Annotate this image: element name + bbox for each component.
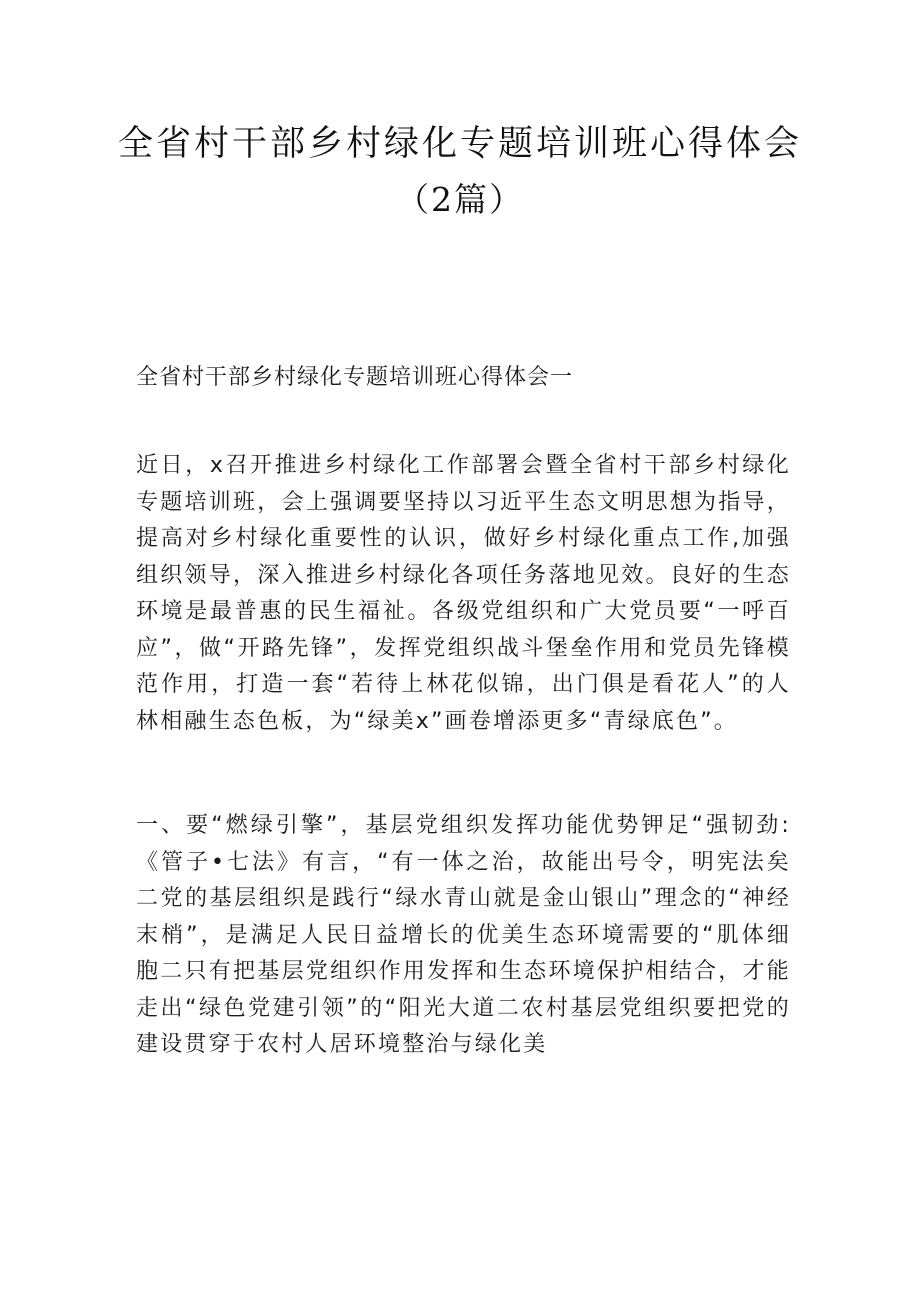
paragraph-1: 近日，x召开推进乡村绿化工作部署会暨全省村干部乡村绿化专题培训班，会上强调要坚持以习近平生态文明思想为指导，提高对乡村绿化重要性的认识，做好乡村绿化重点工作,加强组织领导，深入推进乡村绿化各项任务落地见效。良好的生态环境是最普惠的民生福祉。各级党组织和广大党员要“一呼百应”，做“开路先锋”，发挥党组织战斗堡垒作用和党员先锋模范作用，打造一套“若待上林花似锦，出门俱是看花人”的人林相融生态色板，为“绿美x”画卷增添更多“青绿底色”。 <box>136 453 791 734</box>
paragraph-2: 一、要“燃绿引擎”，基层党组织发挥功能优势钾足“强韧劲:《管子•七法》有言，“有一体之治，故能出号令，明宪法矣二党的基层组织是践行“绿水青山就是金山银山”理念的“神经末梢”，是满足人民日益增长的优美生态环境需要的“肌体细胞二只有把基层党组织作用发挥和生态环境保护相结合，才能走出“绿色党建引领”的“阳光大道二农村基层党组织要把党的建设贯穿于农村人居环境整治与绿化美 <box>136 813 791 1057</box>
title-line-1: 全省村干部乡村绿化专题培训班心得体会 <box>117 124 802 164</box>
document-body <box>136 360 791 1064</box>
document-title <box>60 118 860 226</box>
title-line-2: （2篇） <box>396 180 524 219</box>
section-subheading: 全省村干部乡村绿化专题培训班心得体会一 <box>136 365 574 390</box>
